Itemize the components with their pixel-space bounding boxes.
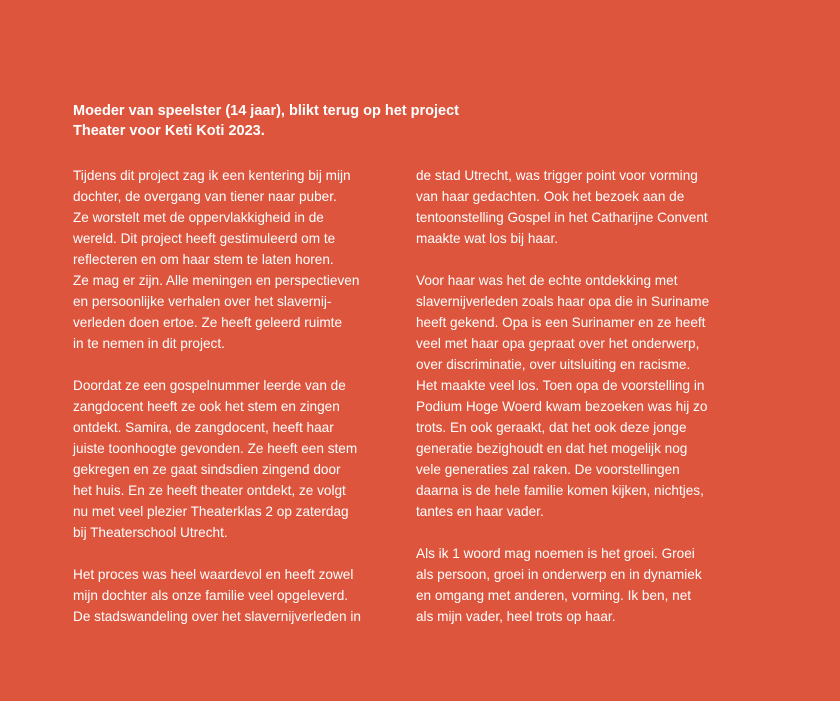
- text-line: Het proces was heel waardevol en heeft zowel: [73, 567, 354, 582]
- text-line: maakte wat los bij haar.: [416, 231, 559, 246]
- text-line: bij Theaterschool Utrecht.: [73, 525, 228, 540]
- text-line: verleden doen ertoe. Ze heeft geleerd ruimte: [73, 315, 343, 330]
- text-line: dochter, de overgang van tiener naar puber.: [73, 189, 337, 204]
- text-line: vele generaties zal raken. De voorstellingen: [416, 462, 680, 477]
- paragraph: [73, 564, 403, 627]
- text-line: en persoonlijke verhalen over het slavernij-: [73, 294, 332, 309]
- text-line: trots. En ook geraakt, dat het ook deze jonge: [416, 420, 687, 435]
- text-line: reflecteren en om haar stem te laten horen.: [73, 252, 334, 267]
- text-line: Tijdens dit project zag ik een kentering bij mijn: [73, 168, 351, 183]
- text-line: van haar gedachten. Ook het bezoek aan de: [416, 189, 685, 204]
- text-line: Het maakte veel los. Toen opa de voorstelling in: [416, 378, 705, 393]
- text-line: als mijn vader, heel trots op haar.: [416, 609, 616, 624]
- text-line: de stad Utrecht, was trigger point voor vorming: [416, 168, 698, 183]
- text-line: en omgang met anderen, vorming. Ik ben, net: [416, 588, 692, 603]
- paragraph: [416, 165, 746, 249]
- text-line: in te nemen in dit project.: [73, 336, 225, 351]
- text-line: zangdocent heeft ze ook het stem en zingen: [73, 399, 340, 414]
- text-line: tantes en haar vader.: [416, 504, 544, 519]
- heading-line: Moeder van speelster (14 jaar), blikt terug op het project: [73, 103, 459, 119]
- text-line: Ze mag er zijn. Alle meningen en perspectieven: [73, 273, 360, 288]
- paragraph: [416, 270, 746, 522]
- text-line: daarna is de hele familie komen kijken, nichtjes,: [416, 483, 704, 498]
- text-line: Doordat ze een gospelnummer leerde van de: [73, 378, 346, 393]
- page-heading: [73, 102, 773, 141]
- text-line: wereld. Dit project heeft gestimuleerd om te: [73, 231, 336, 246]
- left-text-column: [73, 165, 403, 648]
- heading-line: Theater voor Keti Koti 2023.: [73, 122, 265, 139]
- text-line: ontdekt. Samira, de zangdocent, heeft haar: [73, 420, 334, 435]
- text-line: Podium Hoge Woerd kwam bezoeken was hij zo: [416, 399, 708, 414]
- right-text-column: [416, 165, 746, 648]
- text-line: Als ik 1 woord mag noemen is het groei. Groei: [416, 546, 695, 561]
- text-line: over discriminatie, over uitsluiting en racisme.: [416, 357, 691, 372]
- text-line: als persoon, groei in onderwerp en in dynamiek: [416, 567, 702, 582]
- text-line: gekregen en ze gaat sindsdien zingend door: [73, 462, 341, 477]
- text-line: heeft gekend. Opa is een Surinamer en ze heeft: [416, 315, 706, 330]
- text-line: De stadswandeling over het slavernijverleden in: [73, 609, 361, 624]
- text-line: Voor haar was het de echte ontdekking met: [416, 273, 678, 288]
- text-line: tentoonstelling Gospel in het Catharijne Convent: [416, 210, 708, 225]
- text-line: juiste toonhoogte gevonden. Ze heeft een stem: [73, 441, 358, 456]
- text-line: generatie bezighoudt en dat het mogelijk nog: [416, 441, 688, 456]
- paragraph: [73, 375, 403, 543]
- paragraph: [73, 165, 403, 354]
- text-line: nu met veel plezier Theaterklas 2 op zaterdag: [73, 504, 349, 519]
- text-line: veel met haar opa gepraat over het onderwerp,: [416, 336, 700, 351]
- text-line: Ze worstelt met de oppervlakkigheid in de: [73, 210, 324, 225]
- text-line: mijn dochter als onze familie veel opgeleverd.: [73, 588, 349, 603]
- text-line: het huis. En ze heeft theater ontdekt, ze volgt: [73, 483, 346, 498]
- paragraph: [416, 543, 746, 627]
- text-line: slavernijverleden zoals haar opa die in Suriname: [416, 294, 710, 309]
